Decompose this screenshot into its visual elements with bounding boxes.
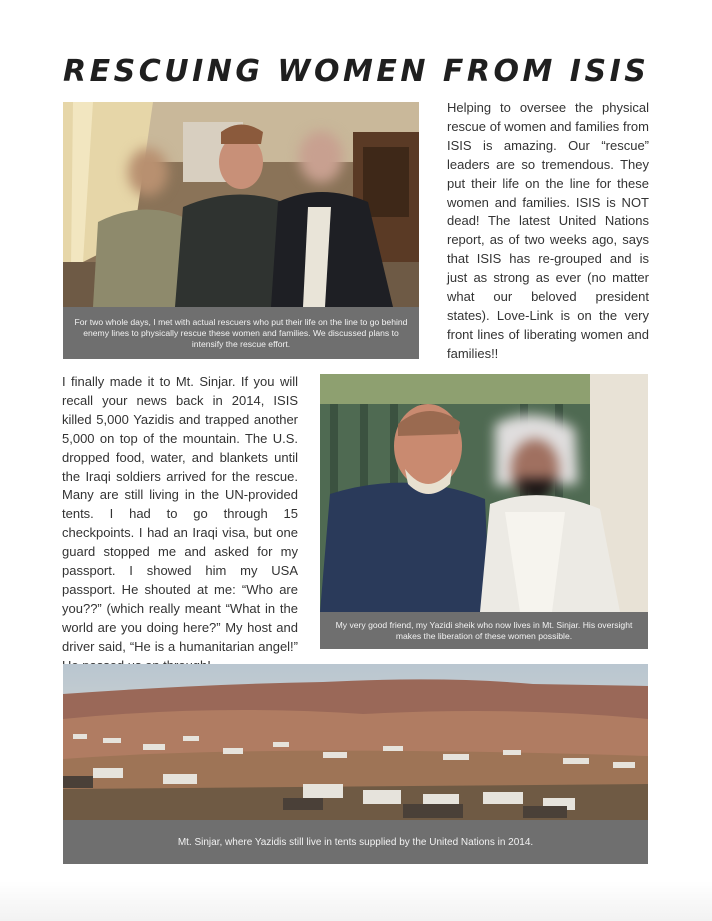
sinjar-camp-photo [63,664,648,820]
photo-caption: My very good friend, my Yazidi sheik who now lives in Mt. Sinjar. His oversight makes the liberation of these women possible. [320,612,648,649]
story-paragraph: I finally made it to Mt. Sinjar. If you will recall your news back in 2014, ISIS killed 5,000 Yazidis and trapped another 5,000 on top of the mountain. The U.S. dropped food, water, and blankets until the Iraqi soldiers arrived for the rescue. Many are still living in the UN-provided tents. I had to go through 15 checkpoints. I had an Iraqi visa, but one guard stopped me and asked for my passport. I showed him my USA passport. He shouted at me: “Who are you??” (which really meant “What in the world are you doing here?” My host and driver said, “He is a humanitarian angel!” [62,374,298,654]
rescuers-photo [63,102,419,307]
page-bottom-shade [0,881,712,921]
sinjar-camp-figure [63,664,648,864]
sheik-photo-figure [320,374,648,649]
rescuers-photo-figure [63,102,419,359]
sheik-photo [320,374,648,612]
photo-caption: Mt. Sinjar, where Yazidis still live in tents supplied by the United Nations in 2014. [63,820,648,864]
page-title: RESCUING WOMEN FROM ISIS [63,54,650,89]
intro-paragraph: Helping to oversee the physical rescue of women and families from ISIS is amazing. Our “rescue” leaders are so tremendous. They put their life on the line for these women and families. ISIS is NOT dead! The latest United Nations report, as of two weeks ago, says that ISIS has re-grouped and is just as strong as ever (no matter what our beloved president states). Love-Link is on the very front lines of liberating women and families!! [447,100,649,361]
photo-caption: For two whole days, I met with actual rescuers who put their life on the line to go behind enemy lines to physically rescue these women and families. We discussed plans to intensify the rescue effort. [63,307,419,359]
